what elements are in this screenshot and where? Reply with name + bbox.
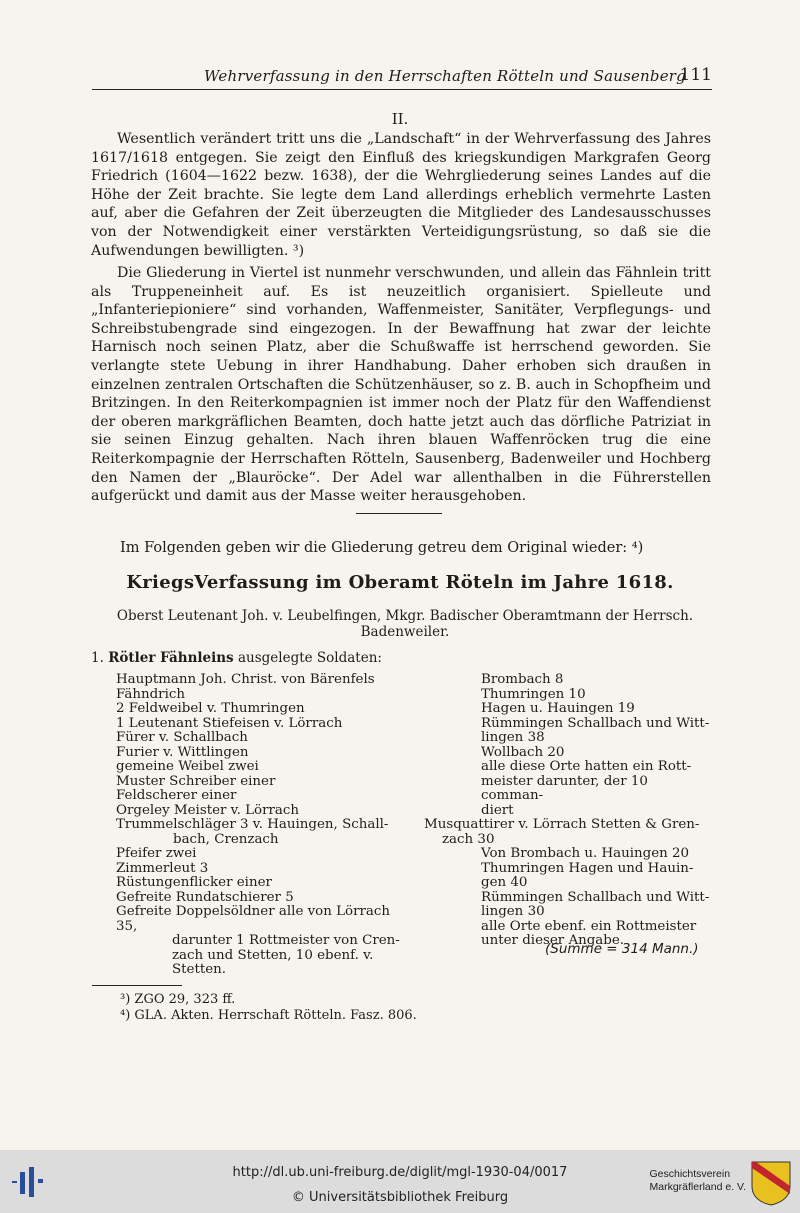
roster-line: Rüstungenflicker einer	[116, 875, 272, 890]
header-rule	[92, 89, 712, 90]
society-name	[650, 1168, 747, 1194]
roster-line: Trummelschläger 3 v. Hauingen, Schall-	[116, 817, 389, 832]
roster-line: Rümmingen Schallbach und Witt-	[481, 889, 710, 905]
roster-line: 1 Leutenant Stiefeisen v. Lörrach	[116, 715, 343, 731]
page-number: 111	[679, 65, 712, 85]
society-crest-icon	[750, 1160, 792, 1206]
roster-line: bach, Crenzach	[173, 831, 279, 847]
roster-line: Gefreite Doppelsöldner alle von Lörrach 35,	[116, 904, 390, 934]
roster-line: Feldscherer einer	[116, 788, 237, 803]
society-name-line2: Markgräflerland e. V.	[649, 1181, 746, 1193]
roster-line: diert	[481, 802, 514, 818]
total-sum: (Summe = 314 Mann.)	[545, 941, 699, 957]
footnote-3: ³) ZGO 29, 323 ff.	[120, 992, 236, 1007]
commander-line: Oberst Leutenant Joh. v. Leubelfingen, Mkgr. Badischer Oberamtmann der Herrsch. Badenweiler.	[116, 608, 694, 640]
right-roster-column	[424, 673, 712, 949]
copyright-notice: © Universitätsbibliothek Freiburg	[291, 1190, 509, 1205]
document-title: KriegsVerfassung im Oberamt Röteln im Jahre 1618.	[126, 572, 674, 593]
paragraph-2-text: Die Gliederung in Viertel ist nunmehr verschwunden, und allein das Fähnlein tritt als Truppeneinheit auf. Es ist neuzeitlich organisiert. Spielleute und „Infanteriepioniere“ sind vorhanden, Waffenmeister, Sanitäter, Verpflegungs- und Schreibstubengrade sind eingezogen. In der Bewaffnung hat zwar der leichte Harnisch noch seinen Platz, aber die Schußwaffe ist herrschend geworden. Sie verlangte stete Uebung in ihrer Handhabung. Daher erhoben sich draußen in einzelnen zentralen Ortschaften die Schützenhäuser, so z. B. auch in Schopfheim und Britzingen. In den Reiterkompagnien ist immer noch der Platz für den Waffendienst der oberen markgräflichen Beamten, doch hatte jetzt auch das dörfliche Patriziat in sie seinen Einzug gehalten. Nach ihren blauen Waffenröcken trug die eine Reiterkompagnie der Herrschaften Rötteln, Sausenberg, Badenweiler und Hochberg den Namen der „Blauröcke“. Der Adel war allenthalben in die Führerstellen aufgerückt und damit aus der Masse weiter herausgehoben.	[91, 265, 711, 505]
footnote-rule	[92, 985, 182, 986]
roster-line: Gefreite Rundatschierer 5	[116, 889, 294, 905]
roster-line: Wollbach 20	[481, 744, 565, 760]
paragraph-1	[91, 130, 711, 260]
roster-line: Von Brombach u. Hauingen 20	[481, 846, 690, 861]
left-roster-column	[116, 673, 406, 978]
section-separator	[356, 513, 442, 514]
unit-rest: ausgelegte Soldaten:	[237, 650, 382, 666]
roster-line: unter dieser Angabe.	[481, 933, 625, 948]
roster-line: Fürer v. Schallbach	[116, 730, 248, 745]
society-name-line1: Geschichtsverein	[649, 1168, 731, 1180]
running-head-title: Wehrverfassung in den Herrschaften Rötteln und Sausenberg	[204, 67, 686, 85]
roster-line: Thumringen Hagen und Hauin-	[481, 860, 694, 876]
roster-line: Stetten.	[172, 962, 227, 977]
roster-line: alle diese Orte hatten ein Rott-	[481, 759, 692, 774]
roster-line: Hagen u. Hauingen 19	[481, 701, 635, 716]
roster-line: gemeine Weibel zwei	[116, 759, 259, 774]
roster-line: Rümmingen Schallbach und Witt-	[481, 715, 710, 731]
roster-line: Hauptmann Joh. Christ. von Bärenfels	[116, 672, 375, 687]
roster-line: gen 40	[481, 875, 528, 890]
roster-line: Zimmerleut 3	[116, 860, 209, 876]
section-number: II.	[391, 110, 409, 128]
roster-line: zach 30	[442, 831, 495, 847]
viewer-footer	[0, 1150, 800, 1213]
roster-line: lingen 30	[481, 904, 545, 919]
roster-line: Orgeley Meister v. Lörrach	[116, 802, 300, 818]
roster-line: alle Orte ebenf. ein Rottmeister	[481, 918, 697, 934]
permalink-url[interactable]: http://dl.ub.uni-freiburg.de/diglit/mgl-1930-04/0017	[232, 1165, 568, 1180]
roster-line: Muster Schreiber einer	[116, 773, 276, 789]
paragraph-2	[91, 264, 711, 506]
roster-line: zach und Stetten, 10 ebenf. v.	[172, 947, 374, 963]
footnote-4: ⁴) GLA. Akten. Herrschaft Rötteln. Fasz. 806.	[120, 1008, 417, 1023]
running-head	[92, 67, 712, 89]
roster-line: Fähndrich	[116, 686, 185, 702]
unit-number: 1.	[91, 650, 104, 666]
roster-line: Musquattirer v. Lörrach Stetten & Gren-	[424, 817, 700, 832]
roster-line: Furier v. Wittlingen	[116, 744, 249, 760]
roster-line: 2 Feldweibel v. Thumringen	[116, 701, 305, 716]
roster-line: Thumringen 10	[481, 686, 586, 702]
roster-line: Pfeifer zwei	[116, 846, 197, 861]
paragraph-1-text: Wesentlich verändert tritt uns die „Landschaft“ in der Wehrverfassung des Jahres 1617/1618 entgegen. Sie zeigt den Einfluß des kriegskundigen Markgrafen Georg Friedrich (1604—1622 bezw. 1638), der die Wehrgliederung seines Landes auf die Höhe der Zeit brachte. Sie legte dem Land allerdings erheblich vermehrte Lasten auf, aber die Gefahren der Zeit überzeugten die Mitglieder des Landesausschusses von der Notwendigkeit einer verstärkten Verteidigungsrüstung, so daß sie die Aufwendungen bewilligten. ³)	[91, 131, 711, 259]
roster-line: lingen 38	[481, 730, 545, 745]
intro-line: Im Folgenden geben wir die Gliederung getreu dem Original wieder: ⁴)	[120, 540, 644, 556]
unit-name: Rötler Fähnleins	[108, 650, 234, 666]
roster-line: darunter 1 Rottmeister von Cren-	[172, 933, 400, 948]
roster-line: Brombach 8	[481, 672, 564, 687]
unit-heading	[91, 650, 382, 666]
roster-line: meister darunter, der 10 comman-	[481, 773, 648, 803]
